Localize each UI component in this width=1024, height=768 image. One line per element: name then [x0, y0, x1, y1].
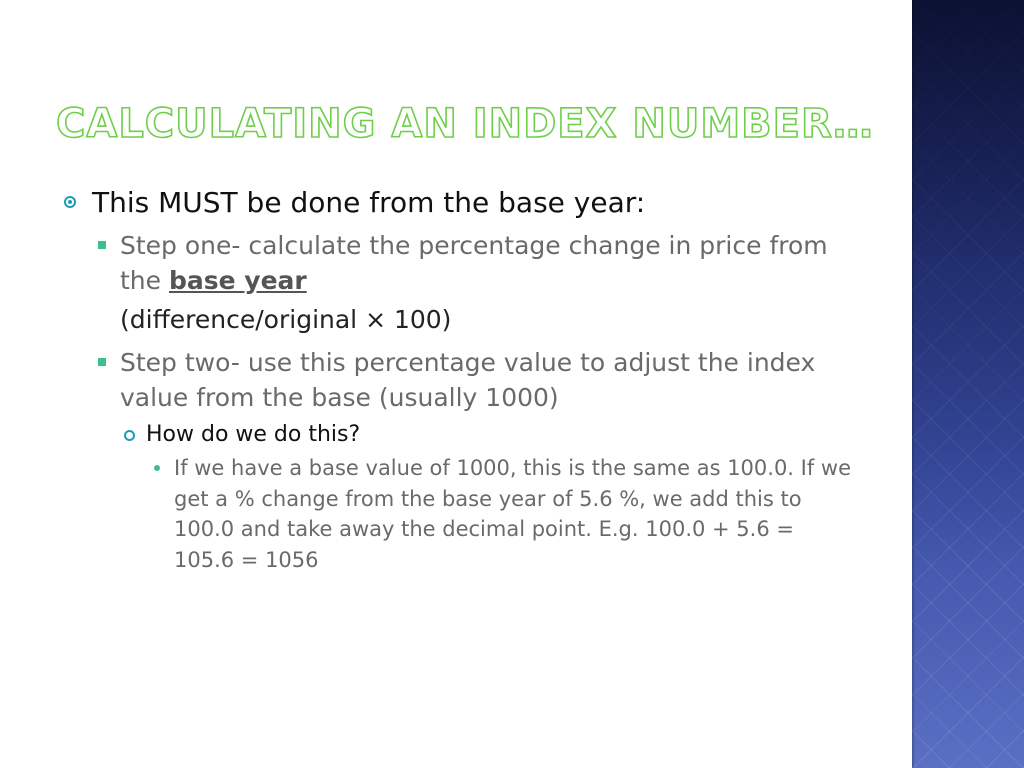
- bullet-question: [122, 421, 864, 450]
- square-bullet-icon: [98, 358, 106, 366]
- slide-content: [64, 186, 864, 575]
- step1-text: Step one- calculate the percentage change in price from the: [120, 230, 828, 295]
- bullet1-text: This MUST be done from the base year:: [92, 186, 646, 219]
- answer-text: If we have a base value of 1000, this is the same as 100.0. If we get a % change from the base year of 5.6 %, we add this to 100.0 and take away the decimal point. E.g. 100.0 + 5.6 = 105.6 = 1056: [174, 456, 852, 572]
- step2-text: Step two- use this percentage value to adjust the index value from the base (usually 1000): [120, 347, 816, 412]
- bullet-step-one: [96, 228, 864, 298]
- base-year-emphasis: base year: [168, 265, 307, 295]
- ring-bullet-icon: [124, 430, 135, 441]
- bullet-step-two: [96, 345, 864, 415]
- side-panel-edge: [912, 0, 915, 768]
- slide-title: CALCULATING AN INDEX NUMBER…: [56, 101, 874, 147]
- side-decor-panel: [912, 0, 1024, 768]
- bullet-level1: [64, 186, 864, 220]
- circle-bullet-icon: [64, 196, 76, 208]
- dot-bullet-icon: [154, 465, 160, 471]
- step1-formula: (difference/original × 100): [120, 304, 452, 334]
- square-bullet-icon: [98, 241, 106, 249]
- bullet-answer: [148, 453, 854, 575]
- question-text: How do we do this?: [146, 421, 361, 447]
